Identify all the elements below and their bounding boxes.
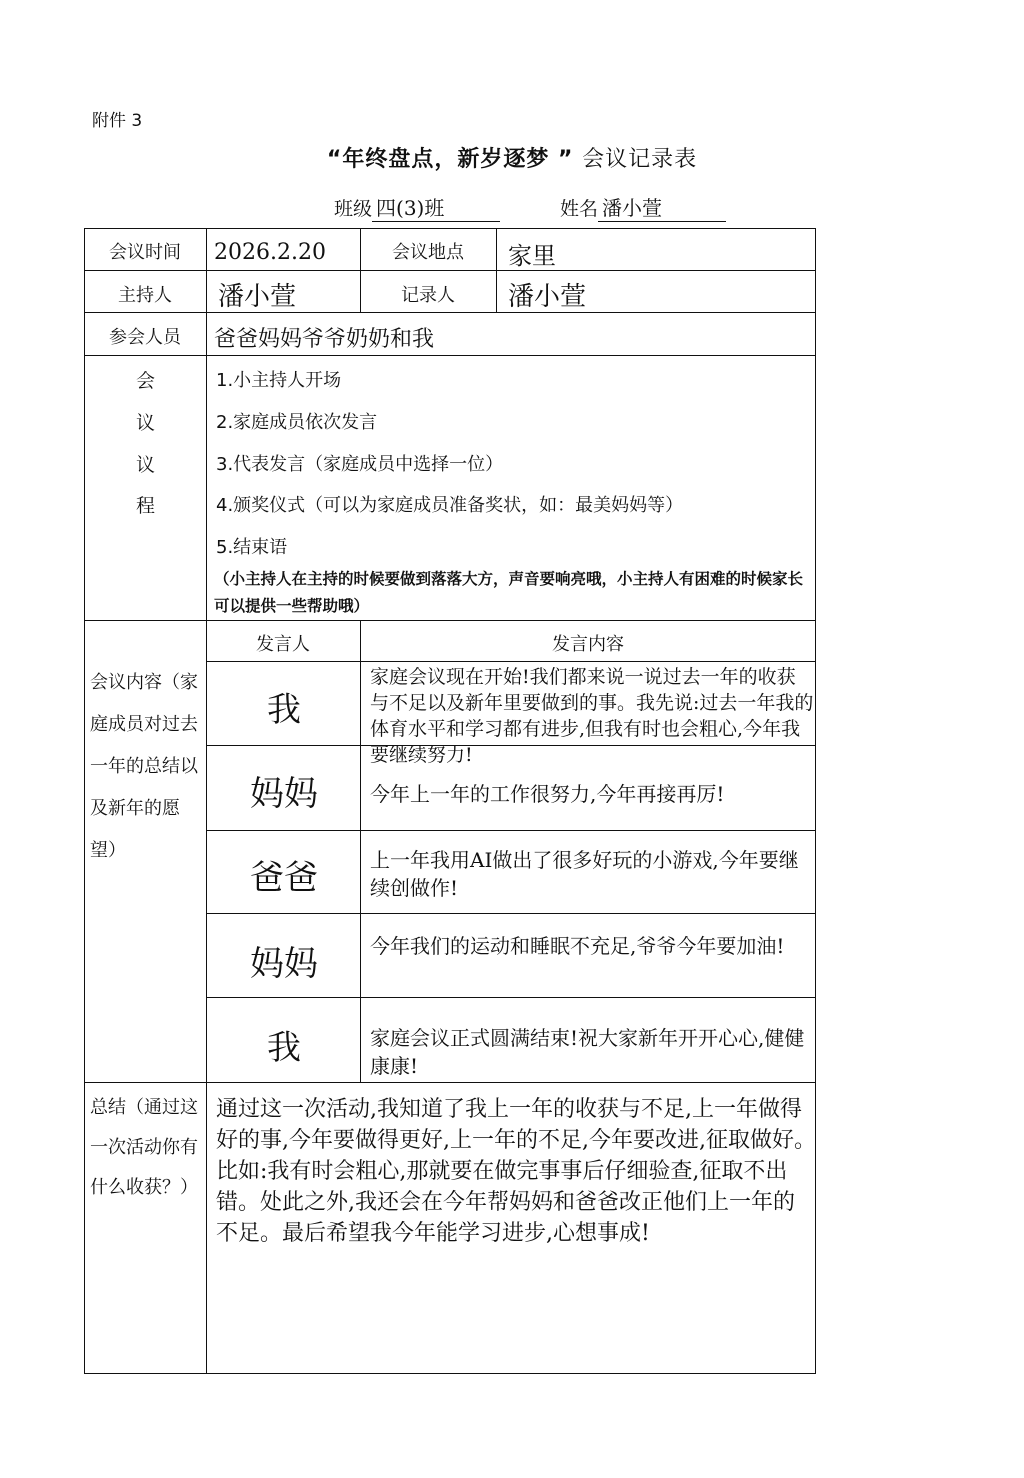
column-divider [206,228,207,1374]
content-header: 发言内容 [552,634,624,655]
attendees-label: 参会人员 [109,327,181,348]
summary-text: 通过这一次活动,我知道了我上一年的收获与不足,上一年做得好的事,今年要做得更好,上一年的不足,今年要改进,征取做好。比如:我有时会粗心,那就要在做完事事后仔细验查,征取不出错。处此之外,我还会在今年帮妈妈和爸爸改正他们上一年的不足。最后希望我今年能学习进步,心想事成! [216,1097,816,1246]
agenda-item: 2.家庭成员依次发言 [216,412,378,433]
agenda-label-char: 会 [136,370,156,392]
speech-cell: 上一年我用AI做出了很多好玩的小游戏,今年要继续创做作! [370,848,799,900]
name-value: 潘小萱 [598,192,726,222]
row-divider [206,997,816,998]
agenda-label-char: 议 [136,412,156,434]
attendees-value: 爸爸妈妈爷爷奶奶和我 [214,327,435,352]
name-field [560,192,726,222]
agenda-item: 3.代表发言（家庭成员中选择一位） [216,454,504,475]
speech-cell: 今年我们的运动和睡眠不充足,爷爷今年要加油! [370,934,785,958]
agenda-label-char: 议 [136,454,156,476]
speaker-cell: 我 [267,1028,301,1068]
meeting-place-value: 家里 [508,242,556,270]
column-divider [496,228,497,312]
meeting-place-label: 会议地点 [392,242,464,263]
attachment-label: 附件 3 [92,111,143,131]
host-label: 主持人 [118,285,172,306]
row-divider [206,830,816,831]
row-divider [206,913,816,914]
agenda-item: 1.小主持人开场 [216,370,342,391]
recorder-label: 记录人 [401,285,455,306]
speaker-cell: 我 [267,690,301,730]
speech-cell: 今年上一年的工作很努力,今年再接再厉! [370,782,725,806]
column-divider [360,620,361,1082]
content-section-label: 会议内容（家庭成员对过去一年的总结以及新年的愿望） [90,672,198,861]
class-field [334,192,500,222]
row-divider [84,270,816,271]
meeting-time-label: 会议时间 [109,242,181,263]
speech-cell: 家庭会议现在开始!我们都来说一说过去一年的收获与不足以及新年里要做到的事。我先说:过去一年我的体育水平和学习都有进步,但我有时也会粗心,今年我要继续努力! [370,666,814,766]
agenda-item: 4.颁奖仪式（可以为家庭成员准备奖状，如：最美妈妈等） [216,495,684,516]
title-main: “年终盘点，新岁逐梦 ” [326,147,574,172]
host-value: 潘小萱 [218,282,297,312]
class-label: 班级 [334,198,373,220]
row-divider [206,661,816,662]
page-title [0,142,1024,173]
recorder-value: 潘小萱 [508,282,587,312]
row-divider [84,312,816,313]
meeting-time-value: 2026.2.20 [214,240,326,265]
summary-label: 总结（通过这一次活动你有什么收获？） [90,1097,198,1198]
row-divider [84,1082,816,1083]
title-sub: 会议记录表 [582,147,698,172]
agenda-note: （小主持人在主持的时候要做到落落大方，声音要响亮哦，小主持人有困难的时候家长可以提供一些帮助哦） [214,570,804,615]
row-divider [84,355,816,356]
speech-cell: 家庭会议正式圆满结束!祝大家新年开开心心,健健康康! [370,1026,805,1078]
speaker-header: 发言人 [256,634,310,655]
agenda-label-char: 程 [136,495,156,517]
speaker-cell: 妈妈 [250,944,318,984]
speaker-cell: 妈妈 [250,774,318,814]
name-label: 姓名 [560,198,599,220]
class-value: 四(3)班 [372,192,500,222]
agenda-item: 5.结束语 [216,537,288,558]
row-divider [84,620,816,621]
speaker-cell: 爸爸 [250,858,318,898]
